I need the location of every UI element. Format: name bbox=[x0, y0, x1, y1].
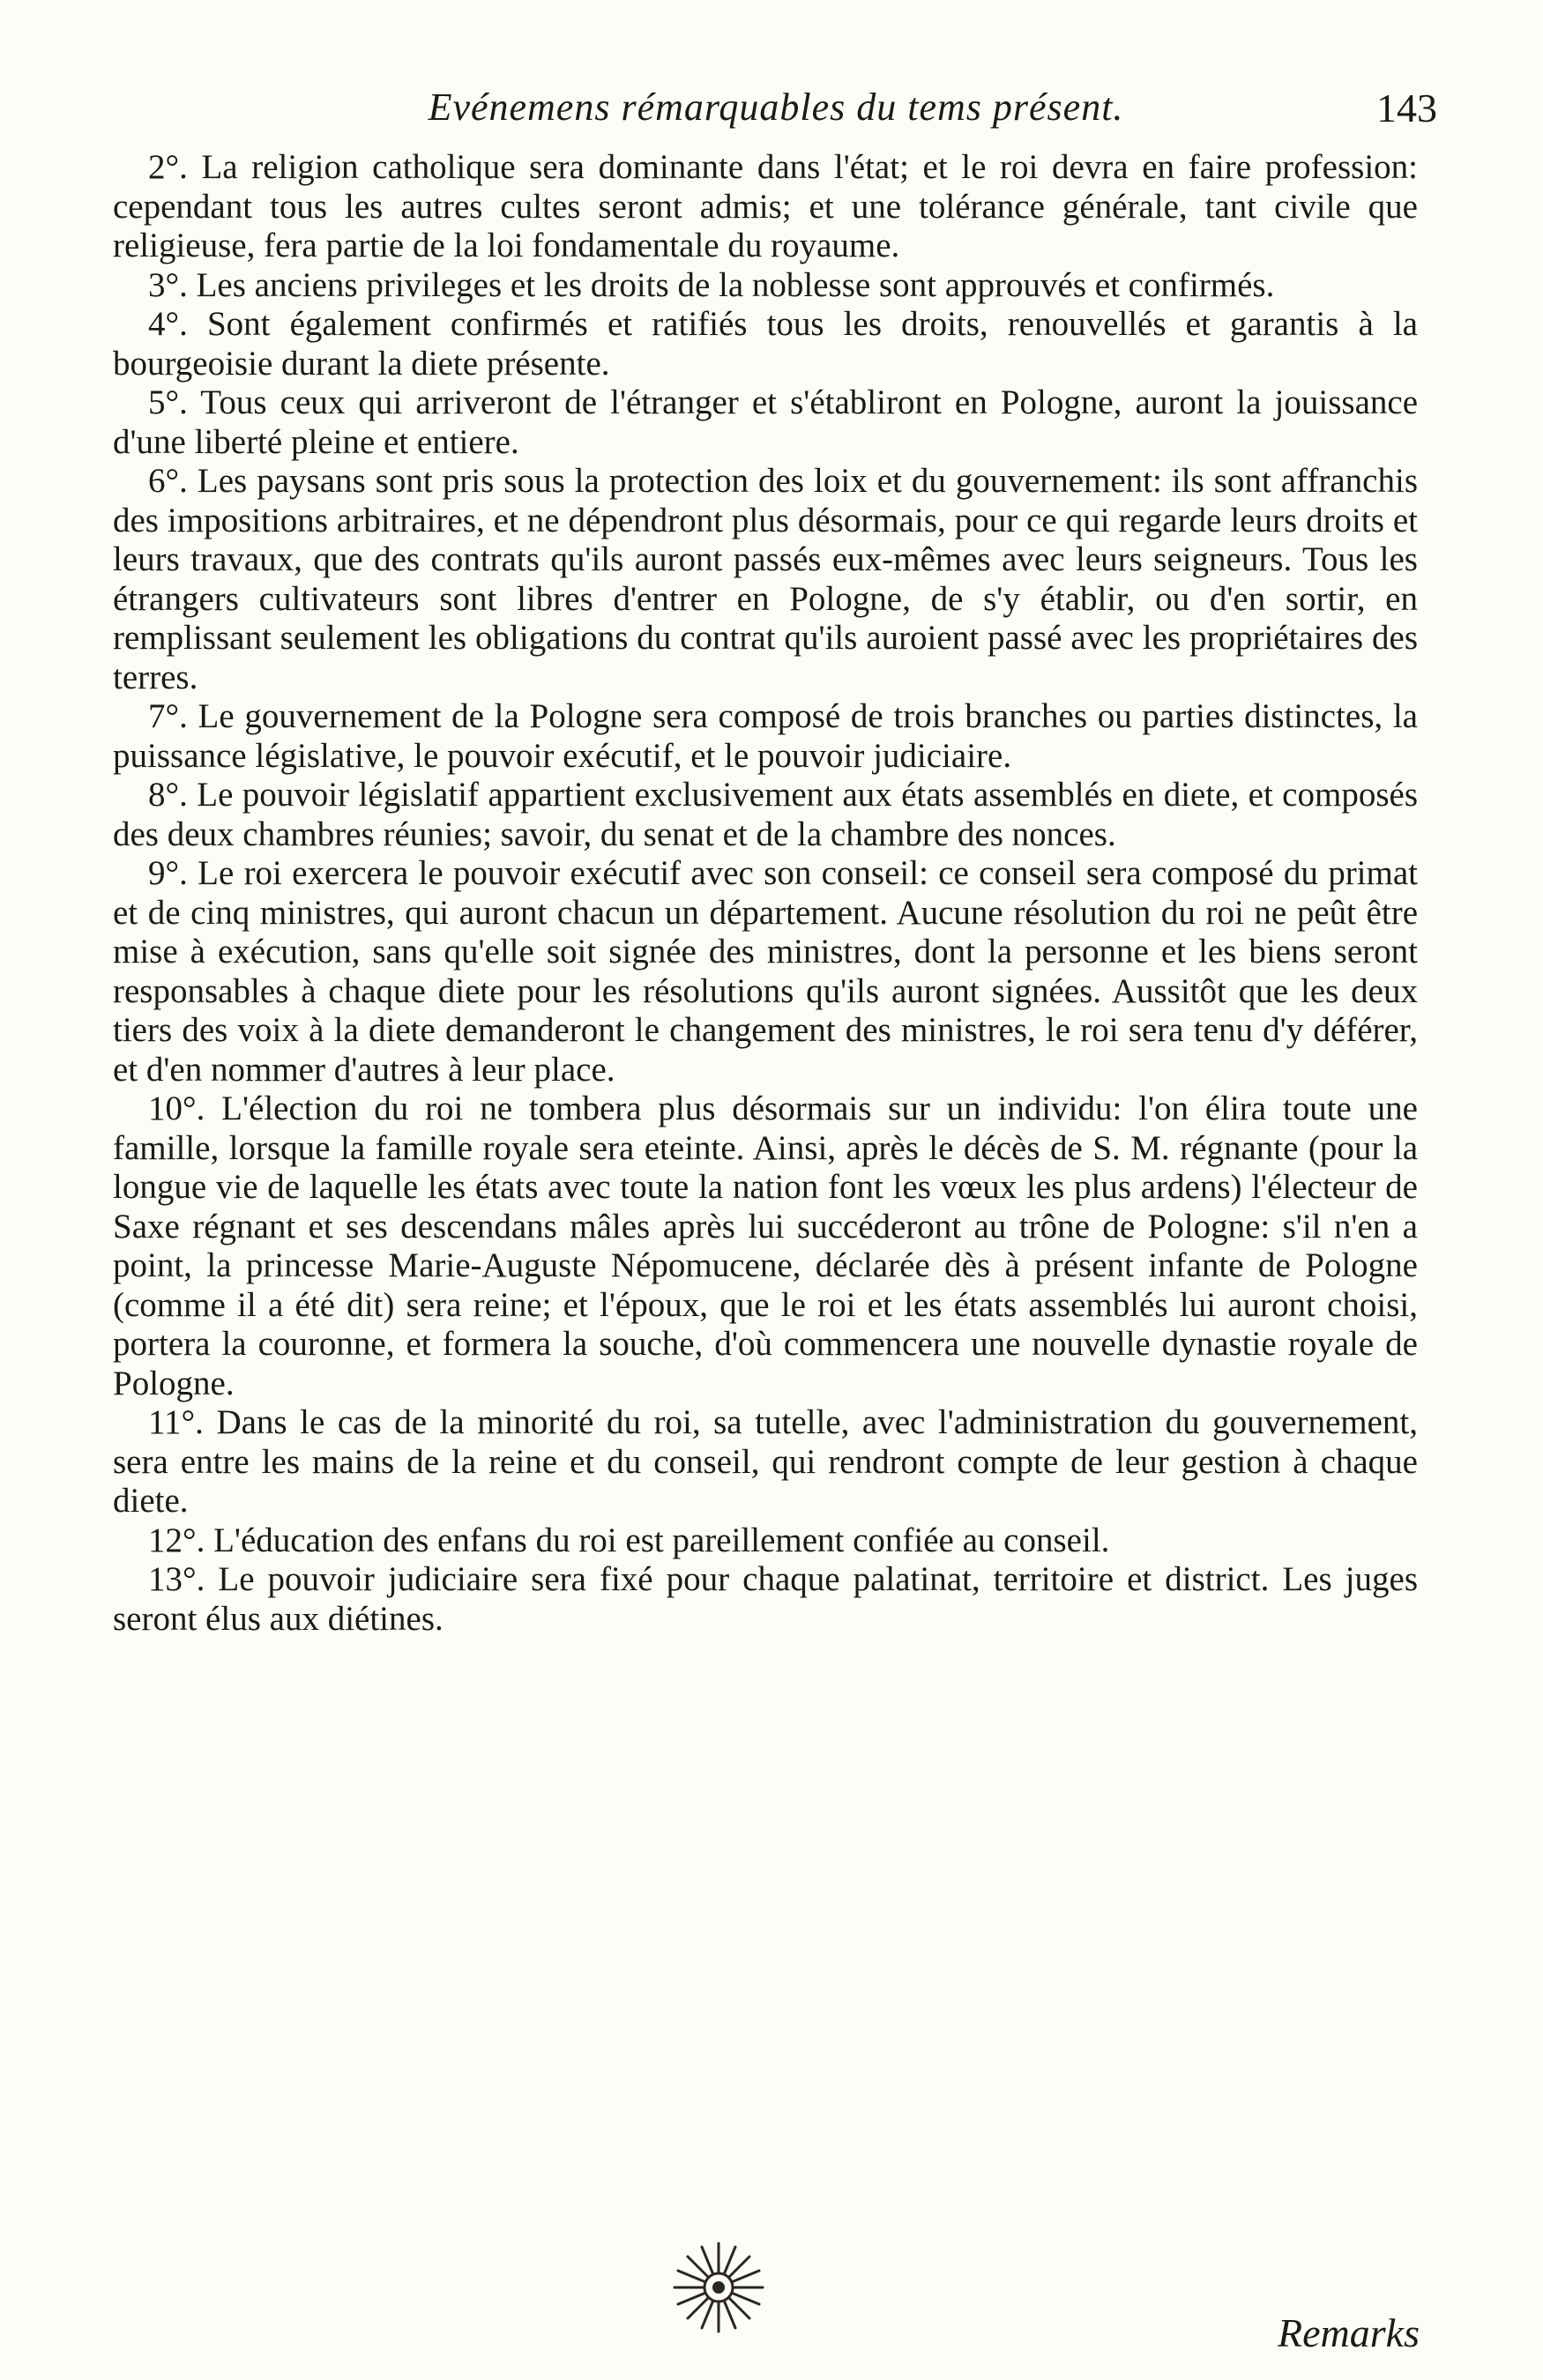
ornament-svg bbox=[670, 2239, 767, 2336]
article-4: 4°. Sont également confirmés et ratifiés tous les droits, renouvellés et garantis à la bourgeoisie durant la diete présente. bbox=[113, 305, 1418, 383]
article-9: 9°. Le roi exercera le pouvoir exécutif avec son conseil: ce conseil sera composé du primat et de cinq ministres, qui auront chacun un département. Aucune résolution du roi ne peût être mise à exécution, sans qu'elle soit signée des ministres, dont la personne et les biens seront responsables à chaque diete pour les résolutions qu'ils auront signées. Aussitôt que les deux tiers des voix à la diete demanderont le changement des ministres, le roi sera tenu d'y déférer, et d'en nommer d'autres à leur place. bbox=[113, 854, 1418, 1089]
article-5: 5°. Tous ceux qui arriveront de l'étranger et s'établiront en Pologne, auront la jouissance d'une liberté pleine et entiere. bbox=[113, 383, 1418, 461]
article-8: 8°. Le pouvoir législatif appartient exclusivement aux états assemblés en diete, et composés des deux chambres réunies; savoir, du senat et de la chambre des nonces. bbox=[113, 776, 1418, 853]
page-header bbox=[115, 85, 1437, 138]
article-2: 2°. La religion catholique sera dominante dans l'état; et le roi devra en faire profession: cependant tous les autres cultes seront admis; et une tolérance générale, tant civile que religieuse, fera partie de la loi fondamentale du royaume. bbox=[113, 148, 1418, 264]
page-number: 143 bbox=[1376, 86, 1437, 130]
article-12: 12°. L'éducation des enfans du roi est pareillement confiée au conseil. bbox=[148, 1521, 1110, 1559]
running-title: Evénemens rémarquables du tems présent. bbox=[428, 86, 1124, 129]
catchword: Remarks bbox=[1278, 2310, 1420, 2355]
article-7: 7°. Le gouvernement de la Pologne sera composé de trois branches ou parties distinctes, la puissance législative, le pouvoir exécutif, et le pouvoir judiciaire. bbox=[113, 697, 1418, 775]
article-3: 3°. Les anciens privileges et les droits de la noblesse sont approuvés et confirmés. bbox=[148, 265, 1275, 304]
body-text bbox=[113, 148, 1418, 1639]
article-13: 13°. Le pouvoir judiciaire sera fixé pour chaque palatinat, territoire et district. Les juges seront élus aux diétines. bbox=[113, 1560, 1418, 1638]
article-6: 6°. Les paysans sont pris sous la protection des loix et du gouvernement: ils sont affranchis des impositions arbitraires, et ne dépendront plus désormais, pour ce qui regarde leurs droits et leurs travaux, que des contrats qu'ils auront passés eux-mêmes avec leurs seigneurs. Tous les étrangers cultivateurs sont libres d'entrer en Pologne, de s'y établir, ou d'en sortir, en remplissant seulement les obligations du contrat qu'ils auroient passé avec les propriétaires des terres. bbox=[113, 462, 1418, 696]
article-11: 11°. Dans le cas de la minorité du roi, sa tutelle, avec l'administration du gouvernement, sera entre les mains de la reine et du conseil, qui rendront compte de leur gestion à chaque diete. bbox=[113, 1403, 1418, 1520]
sunburst-ornament-icon bbox=[670, 2239, 767, 2336]
article-10: 10°. L'élection du roi ne tombera plus désormais sur un individu: l'on élira toute une famille, lorsque la famille royale sera eteinte. Ainsi, après le décès de S. M. régnante (pour la longue vie de laquelle les états avec toute la nation font les vœux les plus ardens) l'électeur de Saxe régnant et ses descendans mâles après lui succéderont au trône de Pologne: s'il n'en a point, la princesse Marie-Auguste Népomucene, déclarée dès à présent infante de Pologne (comme il a été dit) sera reine; et l'époux, que le roi et les états assemblés lui auront choisi, portera la couronne, et formera la souche, d'où commencera une nouvelle dynastie royale de Pologne. bbox=[113, 1090, 1418, 1402]
